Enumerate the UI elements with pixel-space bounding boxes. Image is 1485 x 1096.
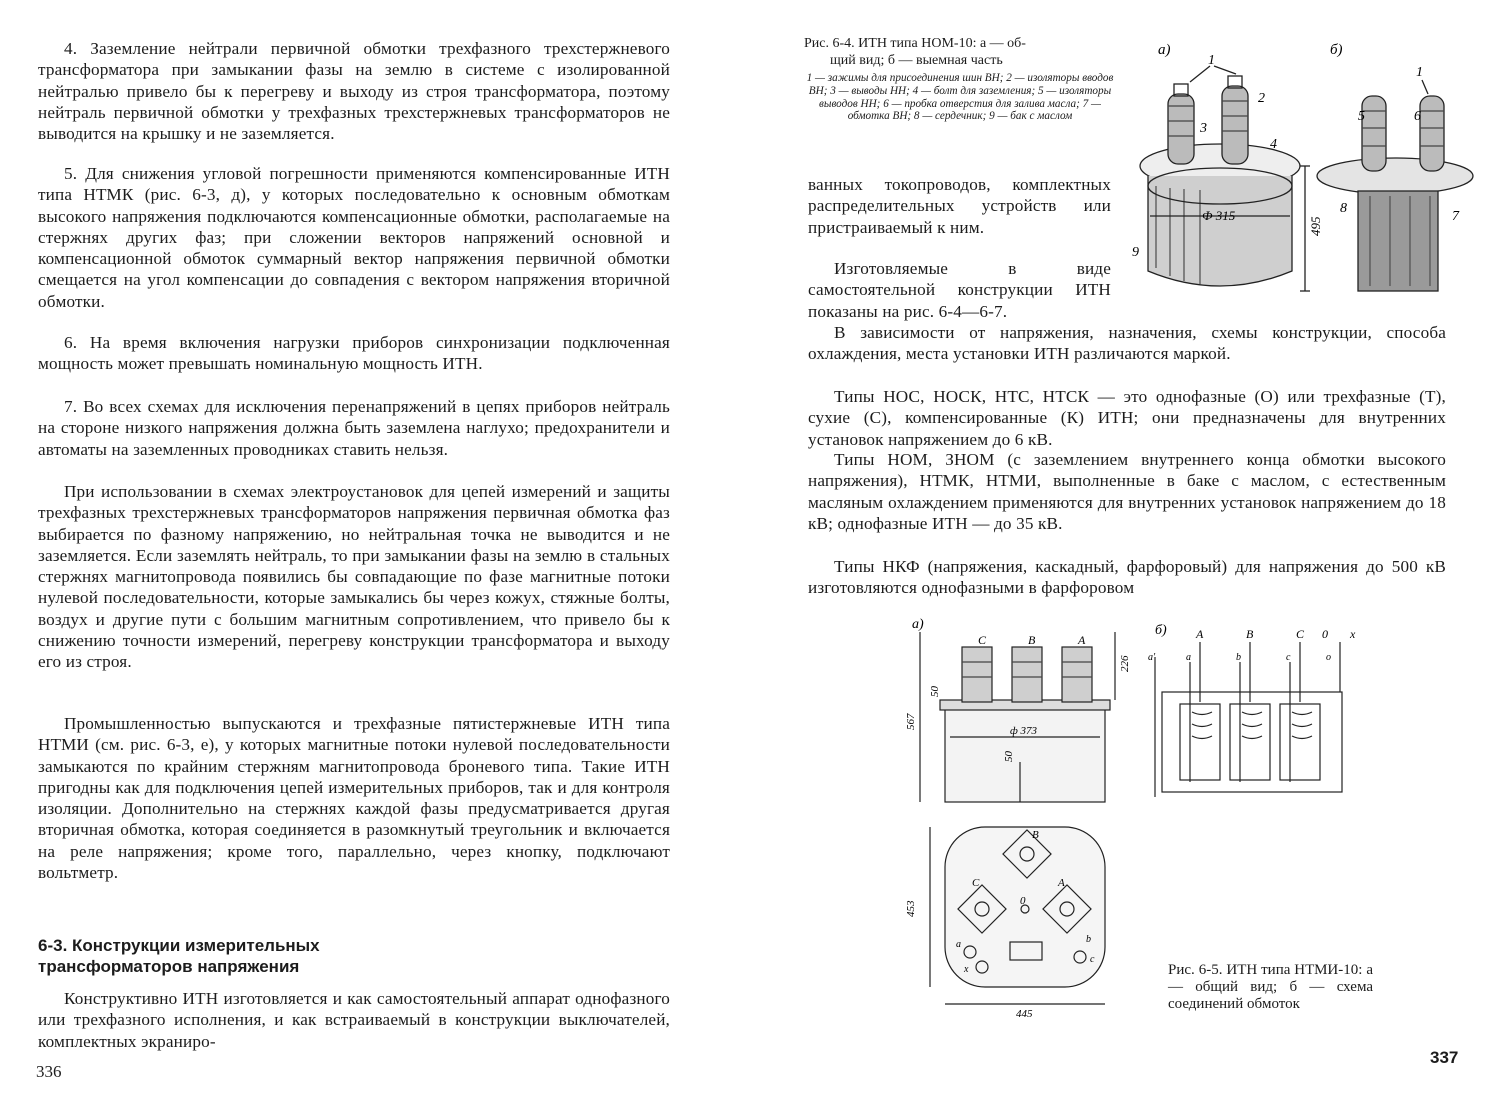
- paragraph-3: 6. На время включения нагрузки приборов синхронизации подключенная мощность может превышать номинальную мощность ИТН.: [38, 333, 670, 374]
- fig64-num-4: 4: [1270, 137, 1277, 152]
- fig64-num-7: 7: [1452, 209, 1459, 224]
- section-heading-line1: 6-3. Конструкции измерительных: [38, 936, 320, 955]
- fig65-plan-x: x: [964, 964, 969, 975]
- fig65-caption: Рис. 6-5. ИТН типа НТМИ-10: а — общий вид; б — схема соединений обмоток: [1168, 962, 1373, 1012]
- fig65-plan-c: C: [972, 877, 980, 889]
- right-page: [740, 0, 1485, 1096]
- fig64-dim-diam: Ф 315: [1202, 208, 1236, 223]
- fig64-num-2: 2: [1258, 91, 1265, 106]
- fig64-label-a: а): [1158, 42, 1171, 58]
- fig64-num-5: 5: [1358, 109, 1365, 124]
- fig65-phase-c: C: [978, 633, 987, 647]
- fig64-num-8: 8: [1340, 201, 1347, 216]
- fig64-label-b: б): [1330, 42, 1343, 58]
- fig65b-schematic: [1155, 642, 1342, 797]
- fig64-dim-height: 495: [1308, 216, 1323, 236]
- fig65-plan-a: A: [1058, 877, 1065, 889]
- fig65-schema-c: C: [1296, 627, 1305, 641]
- fig65-dim-453: 453: [905, 900, 917, 917]
- right-paragraph-2: В зависимости от напряжения, назначения, схемы конструкции, способа охлаждения, места установки ИТН различаются маркой.: [808, 323, 1446, 364]
- fig65-phase-b: B: [1028, 633, 1036, 647]
- fig65-plan-b: B: [1032, 829, 1039, 841]
- fig64-num-3: 3: [1200, 121, 1207, 136]
- fig65-label-a: а): [912, 617, 924, 632]
- fig65-dim-445: 445: [1016, 1008, 1033, 1020]
- fig65-phase-a: A: [1078, 633, 1086, 647]
- paragraph-6: Промышленностью выпускаются и трехфазные пятистержневые ИТН типа НТМИ (см. рис. 6-3, е), у которых магнитные потоки нулевой последовательности замыкаются по крайним стержням магнитопровода броневого типа. Такие ИТН пригодны как для подключения цепей измерительных приборов, так и для контроля изоляции. Дополнительно на стержнях каждой фазы предусматривается другая вторичная обмотка, которая соединяется в разомкнутый треугольник и включается на реле напряжения; кроме того, параллельно, через кнопку, подключают вольтметр.: [38, 714, 670, 883]
- fig64a-transformer: [1140, 66, 1310, 291]
- fig65-drawing: [900, 612, 1380, 1022]
- paragraph-2: 5. Для снижения угловой погрешности применяются компенсированные ИТН типа НТМК (рис. 6-3, д), у которых последовательно к основным обмоткам высокого напряжения подключаются компенсационные обмотки, располагаемые на стержнях других фаз; при сложении векторов напряжений основной и компенсационной обмоток суммарный вектор напряжения первичной обмотки смещается на угол компенсации до совпадения с вектором напряжения вторичной обмотки.: [38, 164, 670, 311]
- fig65-dim-567: 567: [905, 713, 917, 730]
- fig65-dim-50a: 50: [929, 686, 941, 697]
- fig65-plan-0: 0: [1020, 895, 1026, 907]
- fig65a-side-view: [920, 632, 1115, 802]
- right-paragraph-4: Типы НОМ, ЗНОМ (с заземлением внутреннего конца обмотки высокого напряжения), НТМК, НТМИ, выполненные в баке с маслом, с естественным масляным охлаждением применяются для внутренних установок напряжением до 18 кВ; однофазные ИТН — до 35 кВ.: [808, 450, 1446, 533]
- fig64-num-6: 6: [1414, 109, 1421, 124]
- right-paragraph-3: Типы НОС, НОСК, НТС, НТСК — это однофазные (О) или трехфазные (Т), сухие (С), компенсированные (К) ИТН; они предназначены для внутренних установок напряжением до 6 кВ.: [808, 387, 1446, 449]
- paragraph-7: Конструктивно ИТН изготовляется и как самостоятельный аппарат однофазного или трехфазного исполнения, и как встраиваемый в конструкции выключателей, комплектных экраниро-: [38, 989, 670, 1051]
- fig65-dim-50b: 50: [1003, 751, 1015, 762]
- wrap-paragraph: ванных токопроводов, комплектных распределительных устройств или пристраиваемый к ним.: [808, 175, 1111, 237]
- right-paragraph-5: Типы НКФ (напряжения, каскадный, фарфоровый) для напряжения до 500 кВ изготовляются однофазными в фарфоровом: [808, 557, 1446, 598]
- fig65-label-b: б): [1155, 623, 1167, 638]
- fig64-drawing: [1130, 36, 1480, 316]
- fig65-schema-o-low: o: [1326, 652, 1331, 663]
- fig65-schema-a-prime: a': [1148, 652, 1156, 663]
- fig65-schema-b: B: [1246, 627, 1254, 641]
- fig64-legend: 1 — зажимы для присоединения шин ВН; 2 — изоляторы вводов ВН; 3 — выводы НН; 4 — болт для заземления; 5 — изоляторы выводов НН; 6 — пробка отверстия для залива масла; 7 — обмотка ВН; 8 — сердечник; 9 — бак с маслом: [806, 72, 1114, 123]
- fig65a-plan-view: [930, 827, 1105, 1004]
- fig64-num-1a: 1: [1208, 53, 1215, 68]
- fig65-dim-226: 226: [1119, 655, 1131, 672]
- page-number-left: 336: [36, 1062, 62, 1081]
- fig64-num-9: 9: [1132, 245, 1139, 260]
- page-number-right: 337: [1430, 1048, 1459, 1067]
- fig64-caption-line1: Рис. 6-4. ИТН типа НОМ-10: а — об-: [804, 36, 1026, 51]
- fig64b-core: [1317, 80, 1473, 291]
- fig65-schema-a: A: [1196, 627, 1204, 641]
- fig65-schema-a-low: a: [1186, 652, 1191, 663]
- paragraph-4: 7. Во всех схемах для исключения перенапряжений в цепях приборов нейтраль на стороне низкого напряжения должна быть заземлена наглухо; предохранители и автоматы на заземленных проводниках ставить нельзя.: [38, 397, 670, 459]
- fig65-schema-0: 0: [1322, 627, 1328, 641]
- fig65-plan-b-low: b: [1086, 934, 1091, 945]
- fig65-plan-a-low: a: [956, 939, 961, 950]
- right-paragraph-1: Изготовляемые в виде самостоятельной конструкции ИТН показаны на рис. 6-4—6-7.: [808, 259, 1111, 321]
- left-page: [0, 0, 720, 1096]
- fig65-plan-c-low: c: [1090, 954, 1095, 965]
- fig65-schema-x: x: [1350, 627, 1356, 641]
- fig64-num-1b: 1: [1416, 65, 1423, 80]
- fig65-schema-b-low: b: [1236, 652, 1241, 663]
- paragraph-1: 4. Заземление нейтрали первичной обмотки трехфазного трехстержневого трансформатора при замыкании фазы на землю в системе с изолированной нейтралью привело бы к перегреву и выходу из строя трансформатора, поэтому нейтраль первичной обмотки у трехфазных трехстержневых трансформаторов не выводится на крышку и не заземляется.: [38, 39, 670, 144]
- fig65-dim-373: ф 373: [1010, 725, 1038, 737]
- fig64-caption-line2: щий вид; б — выемная часть: [830, 53, 1003, 68]
- paragraph-5: При использовании в схемах электроустановок для цепей измерений и защиты трехфазных трехстержневых трансформаторов напряжения первичная обмотка фаз выбирается по фазному напряжению, но нейтральная точка не выводится и не заземляется. Если заземлять нейтраль, то при замыкании фазы на землю в стальных стержнях магнитопровода появились бы совпадающие по фазе магнитные потоки нулевой последовательности, которые замыкались бы через кожух, стяжные болты, воздух и другие пути с большим магнитным сопротивлением, что привело бы к снижению точности измерений, перегреву конструкции трансформатора и выходу его из строя.: [38, 482, 670, 672]
- section-heading-line2: трансформаторов напряжения: [38, 957, 300, 976]
- fig65-schema-c-low: c: [1286, 652, 1291, 663]
